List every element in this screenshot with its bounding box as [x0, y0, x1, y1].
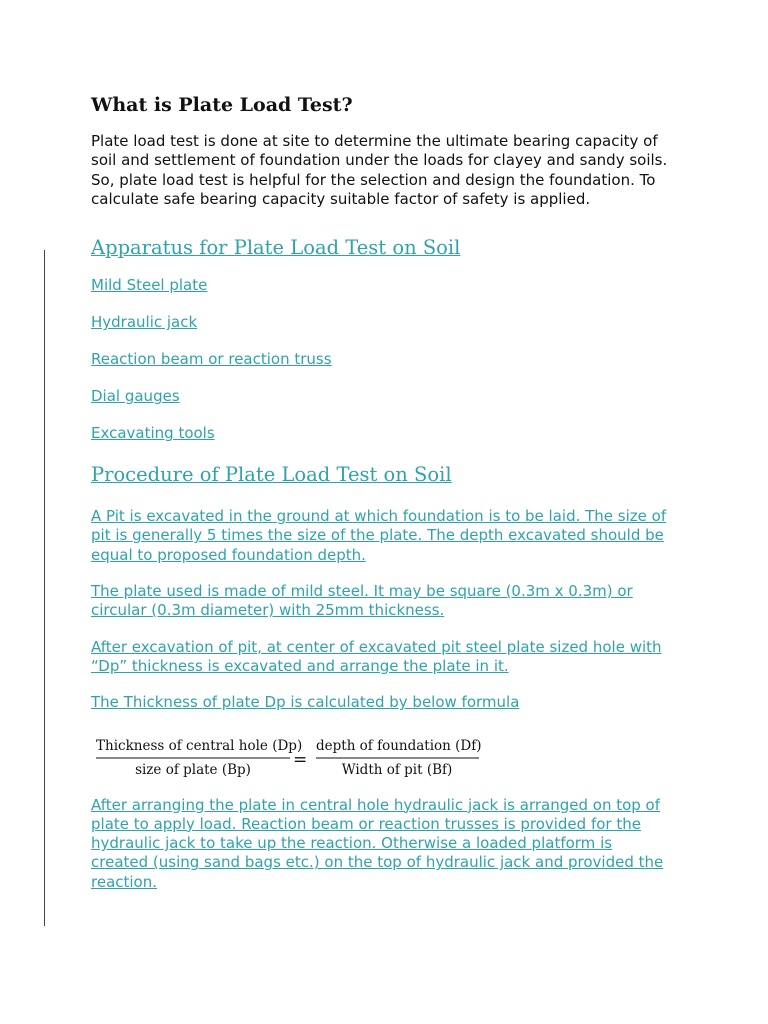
- procedure-step-pit[interactable]: A Pit is excavated in the ground at which foundation is to be laid. The size of pit is generally 5 times the size of the plate. The depth excavated should be equal to proposed foundation depth.: [91, 507, 667, 564]
- procedure-step-formula-intro[interactable]: The Thickness of plate Dp is calculated by below formula: [91, 693, 520, 712]
- procedure-step-hole[interactable]: After excavation of pit, at center of excavated pit steel plate sized hole with “Dp” thickness is excavated and arrange the plate in it.: [91, 637, 662, 675]
- formula-graphic: [94, 732, 494, 782]
- apparatus-heading[interactable]: Apparatus for Plate Load Test on Soil: [91, 236, 461, 260]
- formula-equals: =: [293, 749, 308, 770]
- formula-right-numerator: depth of foundation (Df): [316, 737, 482, 754]
- procedure-heading[interactable]: Procedure of Plate Load Test on Soil: [91, 463, 452, 487]
- margin-rule: [44, 250, 45, 926]
- formula-left-numerator: Thickness of central hole (Dp): [96, 737, 303, 754]
- formula-right-denominator: Width of pit (Bf): [341, 761, 453, 778]
- intro-paragraph: Plate load test is done at site to determine the ultimate bearing capacity of soil and settlement of foundation under the loads for clayey and sandy soils. So, plate load test is helpful for the selection and design the foundation. To calculate safe bearing capacity suitable factor of safety is applied.: [91, 132, 668, 208]
- procedure-step-hydraulic-jack[interactable]: After arranging the plate in central hole hydraulic jack is arranged on top of plate to apply load. Reaction beam or reaction trusses is provided for the hydraulic jack to take up the reaction. Otherwise a loaded platform is created (using sand bags etc.) on the top of hydraulic jack and provided the reaction.: [91, 795, 664, 891]
- page-title: What is Plate Load Test?: [91, 94, 353, 116]
- thickness-formula: [94, 732, 691, 782]
- content-column: [91, 92, 691, 892]
- apparatus-item-steel-plate[interactable]: Mild Steel plate: [91, 276, 208, 295]
- apparatus-item-dial-gauges[interactable]: Dial gauges: [91, 387, 180, 406]
- apparatus-item-hydraulic-jack[interactable]: Hydraulic jack: [91, 313, 198, 332]
- apparatus-item-reaction-beam[interactable]: Reaction beam or reaction truss: [91, 350, 332, 369]
- formula-left-denominator: size of plate (Bp): [135, 761, 251, 778]
- procedure-step-plate[interactable]: The plate used is made of mild steel. It may be square (0.3m x 0.3m) or circular (0.3m diameter) with 25mm thickness.: [91, 582, 633, 620]
- apparatus-list: [91, 275, 691, 443]
- apparatus-item-excavating-tools[interactable]: Excavating tools: [91, 424, 215, 443]
